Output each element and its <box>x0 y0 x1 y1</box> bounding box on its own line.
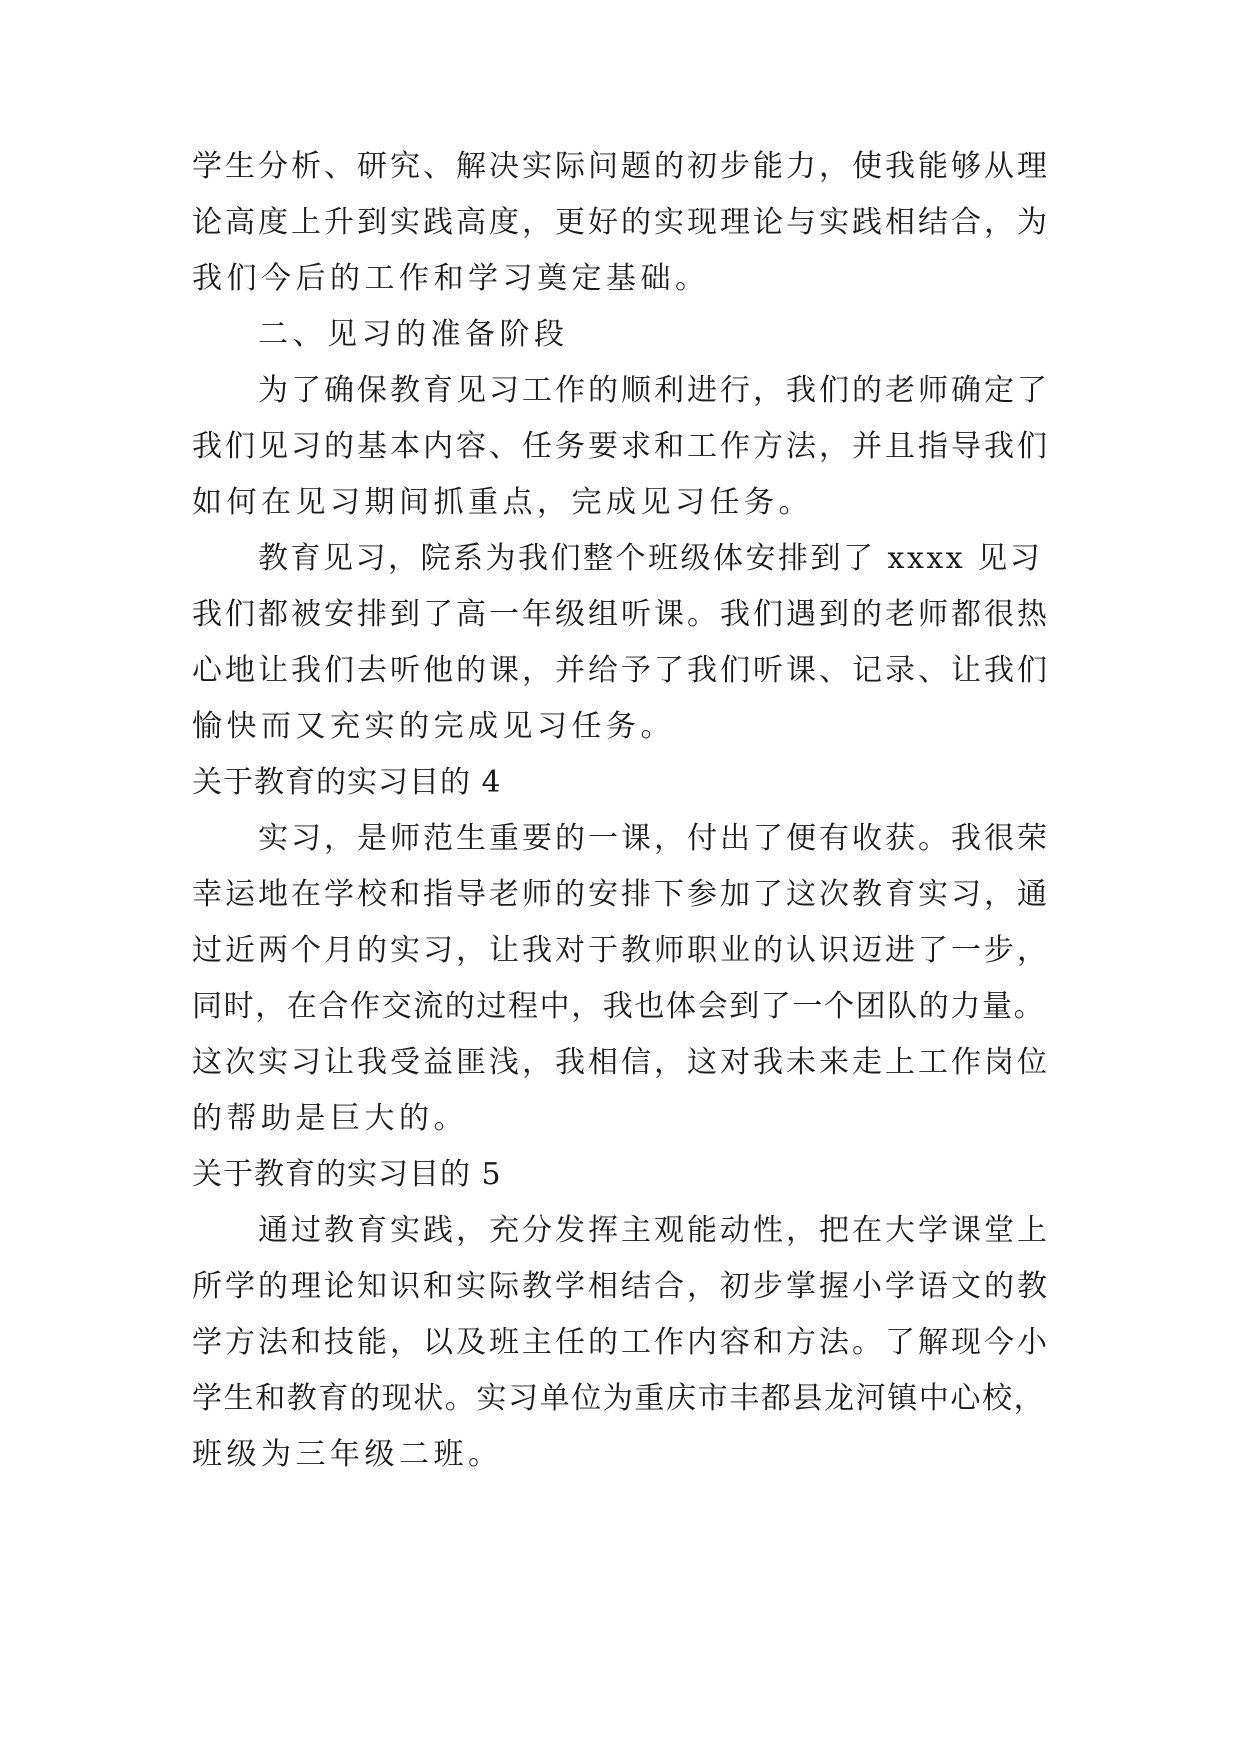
paragraph-line: 论高度上升到实践高度，更好的实现理论与实践相结合，为 <box>192 205 1050 240</box>
paragraph-line: 通过教育实践，充分发挥主观能动性，把在大学课堂上 <box>258 1213 1050 1248</box>
paragraph-line: 过近两个月的实习，让我对于教师职业的认识迈进了一步， <box>192 933 1050 968</box>
paragraph-line: 学方法和技能，以及班主任的工作内容和方法。了解现今小 <box>192 1325 1050 1360</box>
paragraph-line: 所学的理论知识和实际教学相结合，初步掌握小学语文的教 <box>192 1269 1050 1304</box>
paragraph-line: 我们都被安排到了高一年级组听课。我们遇到的老师都很热 <box>192 597 1050 632</box>
paragraph-line: 学生和教育的现状。实习单位为重庆市丰都县龙河镇中心校， <box>192 1381 1046 1416</box>
paragraph-line: 实习，是师范生重要的一课，付出了便有收获。我很荣 <box>258 821 1050 856</box>
section-title: 关于教育的实习目的 4 <box>192 765 502 800</box>
paragraph-line: 这次实习让我受益匪浅，我相信，这对我未来走上工作岗位 <box>192 1045 1050 1080</box>
paragraph-line: 我们见习的基本内容、任务要求和工作方法，并且指导我们 <box>192 429 1050 464</box>
paragraph-line: 幸运地在学校和指导老师的安排下参加了这次教育实习，通 <box>192 877 1050 912</box>
paragraph-line: 同时，在合作交流的过程中，我也体会到了一个团队的力量。 <box>192 989 1046 1024</box>
paragraph-line: 如何在见习期间抓重点，完成见习任务。 <box>192 485 813 520</box>
section-title: 关于教育的实习目的 5 <box>192 1157 502 1192</box>
paragraph-line: 学生分析、研究、解决实际问题的初步能力，使我能够从理 <box>192 149 1050 184</box>
section-heading: 二、见习的准备阶段 <box>258 317 569 352</box>
paragraph-line: 我们今后的工作和学习奠定基础。 <box>192 261 710 296</box>
paragraph-line: 心地让我们去听他的课，并给予了我们听课、记录、让我们 <box>192 653 1050 688</box>
paragraph-line: 为了确保教育见习工作的顺利进行，我们的老师确定了 <box>258 373 1050 408</box>
paragraph-line: 班级为三年级二班。 <box>192 1437 503 1472</box>
paragraph-line: 的帮助是巨大的。 <box>192 1101 468 1136</box>
paragraph-line: 教育见习，院系为我们整个班级体安排到了 xxxx 见习 <box>258 541 1043 576</box>
paragraph-line: 愉快而又充实的完成见习任务。 <box>192 709 675 744</box>
